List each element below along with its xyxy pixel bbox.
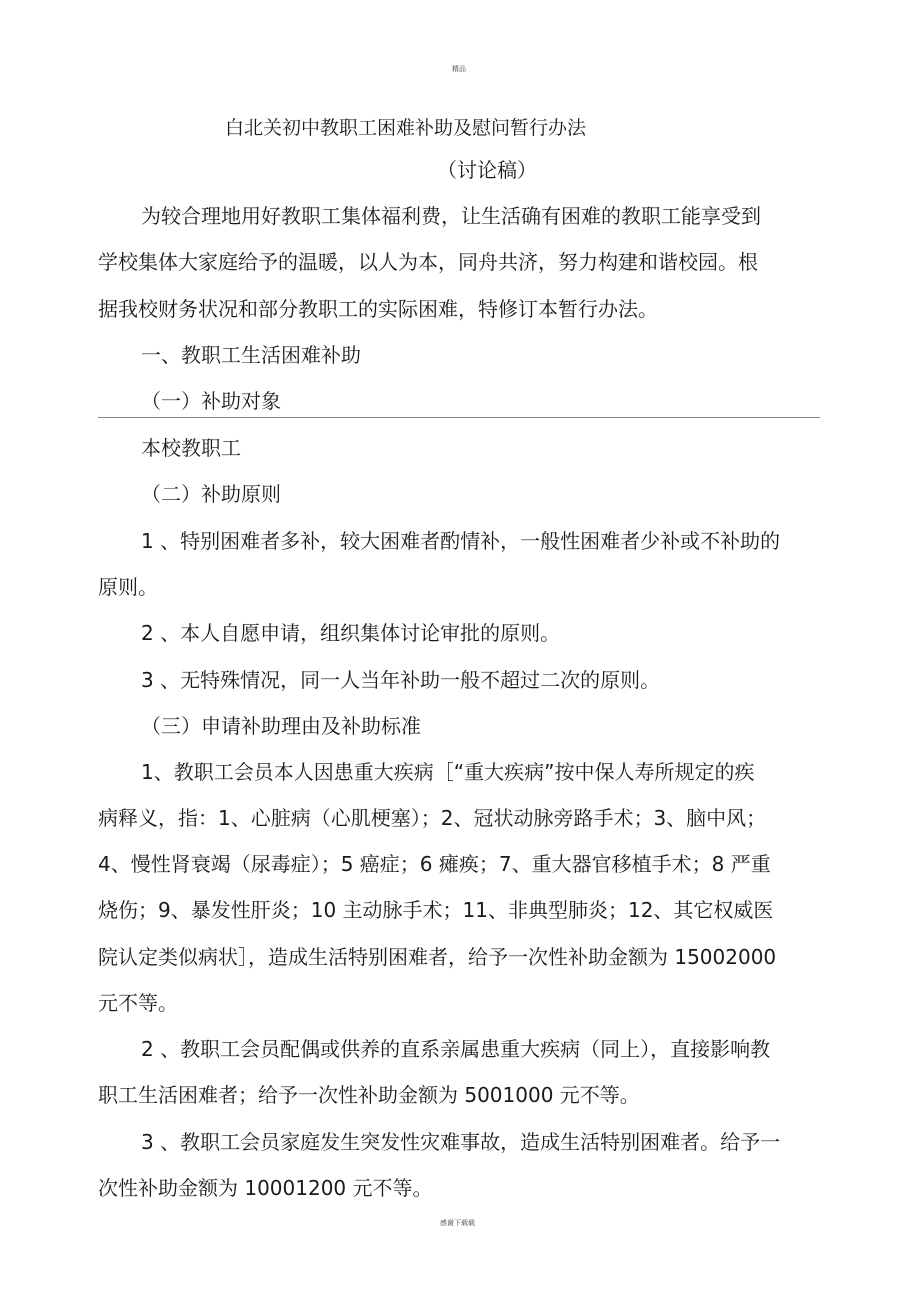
sub2-item-1-line: 1 、特别困难者多补，较大困难者酌情补，一般性困难者少补或不补助的 [141, 529, 781, 553]
sub3-item-1-line: 院认定类似病状］，造成生活特别困难者，给予一次性补助金额为 15002000 [98, 945, 777, 969]
section1-heading: 一、教职工生活困难补助 [141, 343, 361, 367]
header-mark: 精品 [452, 65, 466, 73]
sub1-body: 本校教职工 [141, 436, 241, 460]
sub3-item-1-line: 1、教职工会员本人因患重大疾病［“重大疾病”按中保人寿所规定的疾 [141, 760, 755, 784]
sub2-item-3: 3 、无特殊情况，同一人当年补助一般不超过二次的原则。 [141, 668, 661, 692]
sub3-item-1-line: 烧伤；9、暴发性肝炎；10 主动脉手术；11、非典型肺炎；12、其它权威医 [98, 898, 774, 922]
sub3-heading: （三）申请补助理由及补助标准 [141, 714, 421, 738]
footer-mark: 感谢下载载 [440, 1219, 475, 1227]
intro-line: 为较合理地用好教职工集体福利费，让生活确有困难的教职工能享受到 [141, 204, 761, 228]
sub3-item-1-line: 病释义，指：1、心脏病（心肌梗塞）；2、冠状动脉旁路手术；3、脑中风； [98, 806, 767, 830]
intro-line: 学校集体大家庭给予的温暖，以人为本，同舟共济，努力构建和谐校园。根 [98, 250, 758, 274]
sub3-item-2-line: 2 、教职工会员配偶或供养的直系亲属患重大疾病（同上），直接影响教 [141, 1037, 771, 1061]
sub2-heading: （二）补助原则 [141, 482, 281, 506]
page-divider [98, 417, 820, 418]
sub3-item-1-line: 4、慢性肾衰竭（尿毒症）；5 癌症；6 瘫痪；7、重大器官移植手术；8 严重 [98, 852, 771, 876]
sub3-item-3-line: 3 、教职工会员家庭发生突发性灾难事故，造成生活特别困难者。给予一 [141, 1130, 781, 1154]
sub3-item-3-line: 次性补助金额为 10001200 元不等。 [98, 1176, 433, 1200]
intro-line: 据我校财务状况和部分教职工的实际困难，特修订本暂行办法。 [98, 297, 658, 321]
document-subtitle: （讨论稿） [437, 158, 537, 182]
sub3-item-2-line: 职工生活困难者；给予一次性补助金额为 5001000 元不等。 [98, 1083, 640, 1107]
sub1-heading: （一）补助对象 [141, 389, 281, 413]
document-title: 白北关初中教职工困难补助及慰问暂行办法 [225, 117, 587, 139]
sub3-item-1-line: 元不等。 [98, 991, 178, 1015]
sub2-item-2: 2 、本人自愿申请，组织集体讨论审批的原则。 [141, 621, 561, 645]
sub2-item-1-line: 原则。 [98, 575, 158, 599]
